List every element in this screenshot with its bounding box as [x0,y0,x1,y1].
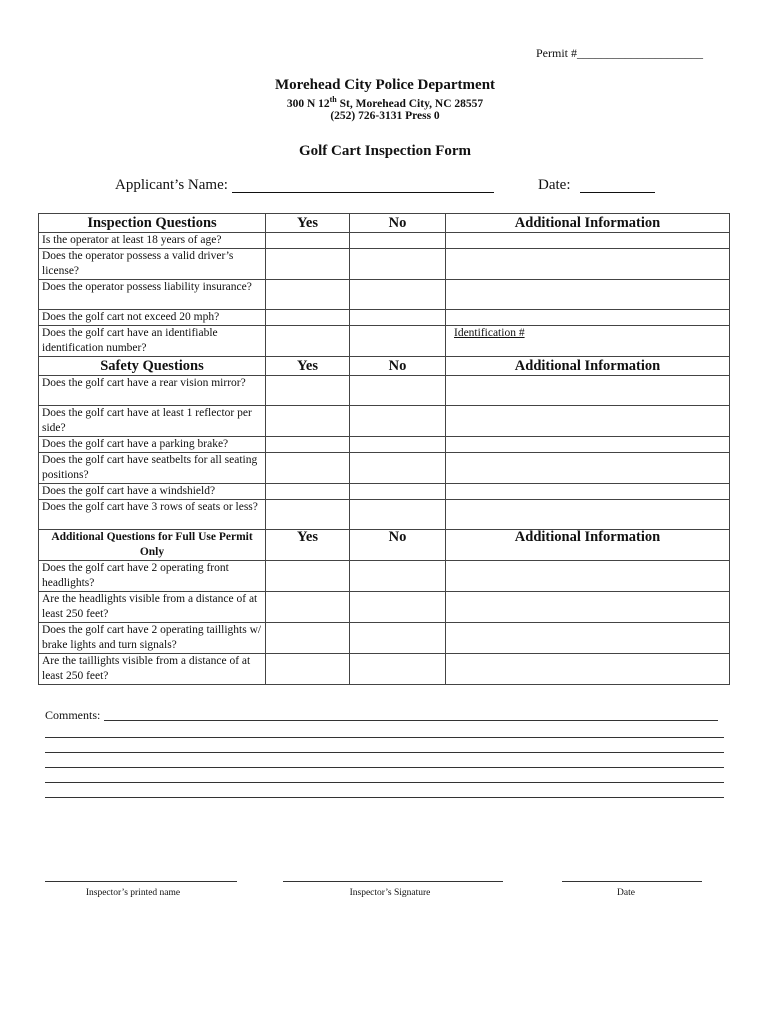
additional-info-cell[interactable] [446,484,730,500]
no-cell[interactable] [350,453,446,484]
column-header-no: No [350,357,446,376]
no-cell[interactable] [350,500,446,530]
additional-info-cell[interactable] [446,376,730,406]
question-row [39,453,730,484]
address-street: St, Morehead City, NC 28557 [336,97,484,110]
yes-cell[interactable] [266,376,350,406]
address-suffix: th [329,95,337,104]
no-cell[interactable] [350,437,446,453]
question-text: Does the golf cart have a parking brake? [39,437,266,453]
no-cell[interactable] [350,280,446,310]
additional-info-cell[interactable] [446,592,730,623]
question-row [39,500,730,530]
comments-label [45,708,100,723]
question-row [39,376,730,406]
question-row [39,623,730,654]
question-row [39,484,730,500]
no-cell[interactable] [350,623,446,654]
permit-number-label: Permit #_____________________ [536,46,703,60]
comments-line[interactable] [45,737,724,738]
yes-cell[interactable] [266,654,350,685]
comments-line[interactable] [45,767,724,768]
comments-line[interactable] [45,752,724,753]
column-header-additional-information: Additional Information [446,357,730,376]
additional-info-cell[interactable] [446,654,730,685]
additional-info-cell[interactable] [446,249,730,280]
column-header-no: No [350,214,446,233]
applicant-name-label: Applicant’s Name: [115,177,228,193]
no-cell[interactable] [350,406,446,437]
yes-cell[interactable] [266,453,350,484]
no-cell[interactable] [350,654,446,685]
question-text: Is the operator at least 18 years of age? [39,233,266,249]
question-row [39,249,730,280]
additional-info-cell[interactable] [446,437,730,453]
no-cell[interactable] [350,376,446,406]
additional-info-cell[interactable] [446,310,730,326]
inspector-date-label: Date [617,888,635,898]
question-row [39,326,730,357]
question-row [39,561,730,592]
department-name: Morehead City Police Department [274,77,496,93]
department-phone: (252) 726-3131 Press 0 [330,110,440,122]
section-header-row [39,530,730,561]
additional-info-cell[interactable] [446,280,730,310]
comments-line[interactable] [45,782,724,783]
column-header-additional-information: Additional Information [446,530,730,561]
no-cell[interactable] [350,484,446,500]
inspector-printed-name-field[interactable] [45,881,237,882]
comments-line[interactable] [104,720,718,721]
section-header-row [39,357,730,376]
yes-cell[interactable] [266,249,350,280]
yes-cell[interactable] [266,233,350,249]
no-cell[interactable] [350,326,446,357]
question-row [39,406,730,437]
additional-info-cell[interactable] [446,406,730,437]
section-heading: Additional Questions for Full Use Permit Only [39,530,266,561]
inspector-signature-label: Inspector’s Signature [349,888,431,898]
additional-info-cell[interactable] [446,623,730,654]
additional-info-cell[interactable] [446,500,730,530]
additional-info-cell[interactable] [446,233,730,249]
column-header-yes: Yes [266,214,350,233]
department-address [0,95,770,110]
question-text: Does the operator possess a valid driver’s license? [39,249,266,280]
inspector-printed-name-label: Inspector’s printed name [85,888,181,898]
additional-info-cell[interactable] [446,561,730,592]
inspector-date-field[interactable] [562,881,702,882]
no-cell[interactable] [350,233,446,249]
yes-cell[interactable] [266,326,350,357]
section-heading: Inspection Questions [39,214,266,233]
column-header-no: No [350,530,446,561]
question-text: Does the golf cart have at least 1 reflector per side? [39,406,266,437]
column-header-yes: Yes [266,357,350,376]
yes-cell[interactable] [266,437,350,453]
question-text: Does the golf cart have seatbelts for all seating positions? [39,453,266,484]
identification-number-label: Identification # [454,327,525,339]
no-cell[interactable] [350,310,446,326]
question-text: Does the operator possess liability insurance? [39,280,266,310]
column-header-additional-information: Additional Information [446,214,730,233]
yes-cell[interactable] [266,623,350,654]
question-row [39,310,730,326]
question-text: Does the golf cart have 2 operating front headlights? [39,561,266,592]
section-header-row [39,214,730,233]
question-text: Does the golf cart have an identifiable identification number? [39,326,266,357]
form-title: Golf Cart Inspection Form [298,143,472,159]
no-cell[interactable] [350,561,446,592]
yes-cell[interactable] [266,561,350,592]
question-row [39,280,730,310]
question-text: Are the headlights visible from a distance of at least 250 feet? [39,592,266,623]
yes-cell[interactable] [266,280,350,310]
no-cell[interactable] [350,249,446,280]
question-row [39,592,730,623]
no-cell[interactable] [350,592,446,623]
date-label: Date: [538,177,571,193]
section-heading: Safety Questions [39,357,266,376]
yes-cell[interactable] [266,484,350,500]
yes-cell[interactable] [266,310,350,326]
question-row [39,233,730,249]
date-field[interactable] [580,192,655,193]
address-number: 300 N 12 [286,97,330,110]
comments-line[interactable] [45,797,724,798]
yes-cell[interactable] [266,500,350,530]
question-row [39,654,730,685]
question-text: Does the golf cart have 3 rows of seats or less? [39,500,266,530]
question-text: Does the golf cart have 2 operating taillights w/ brake lights and turn signals? [39,623,266,654]
applicant-name-field[interactable] [232,192,494,193]
question-text: Does the golf cart have a windshield? [39,484,266,500]
additional-info-cell[interactable] [446,326,730,357]
question-text: Does the golf cart not exceed 20 mph? [39,310,266,326]
inspection-table [38,213,730,685]
additional-info-cell[interactable] [446,453,730,484]
question-text: Does the golf cart have a rear vision mirror? [39,376,266,406]
column-header-yes: Yes [266,530,350,561]
yes-cell[interactable] [266,406,350,437]
question-row [39,437,730,453]
question-text: Are the taillights visible from a distance of at least 250 feet? [39,654,266,685]
comments-label-text: Comments: [45,708,101,722]
yes-cell[interactable] [266,592,350,623]
inspector-signature-field[interactable] [283,881,503,882]
